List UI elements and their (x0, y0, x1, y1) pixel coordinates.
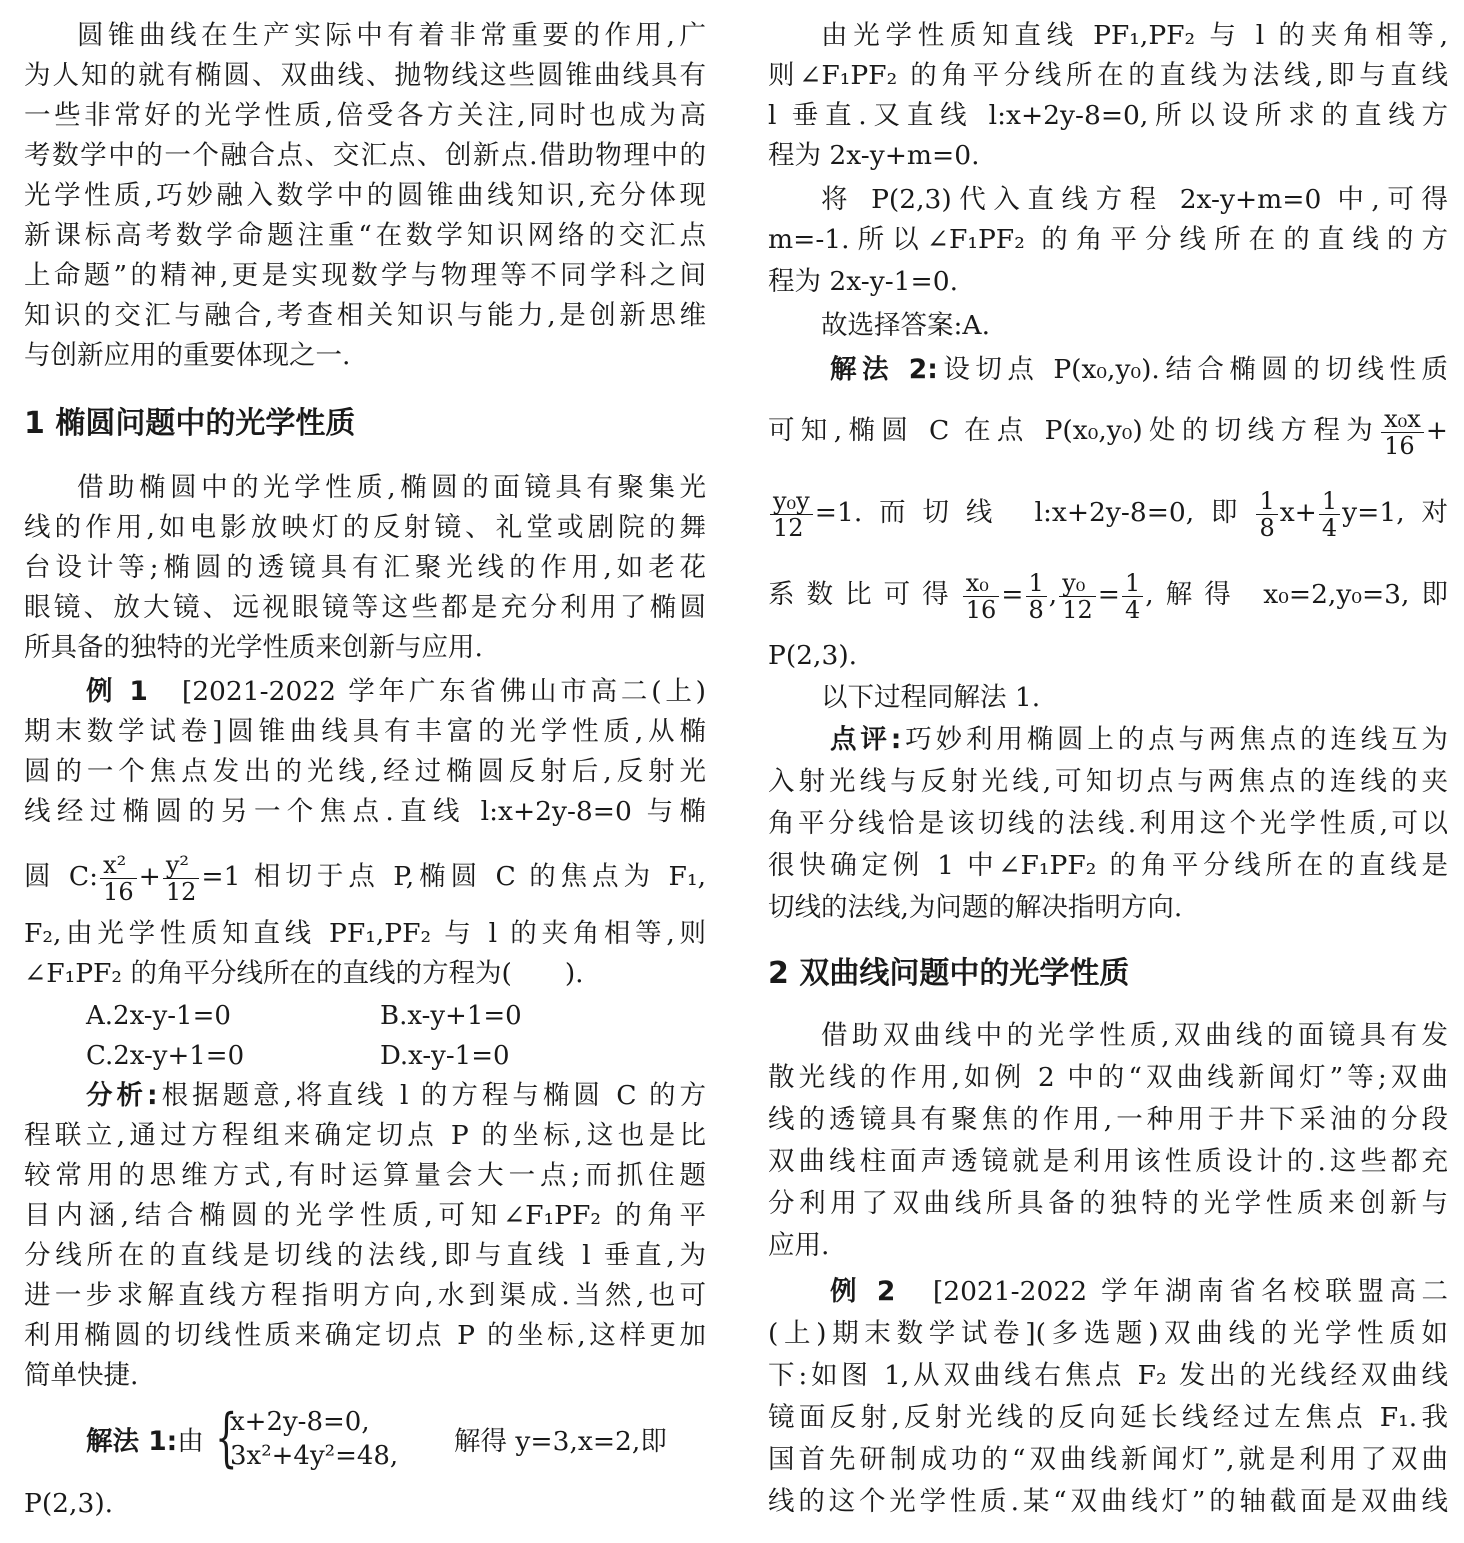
comment-line: 很快确定例 1 中∠F₁PF₂ 的角平分线所在的直线是 (768, 850, 1448, 881)
solution1-label: 解法 1: (86, 1426, 178, 1457)
comment-first-line (768, 720, 1448, 760)
fraction-1-8 (1026, 570, 1047, 623)
option-d: D.x-y-1=0 (380, 1041, 510, 1071)
frac-den: 4 (1321, 513, 1338, 542)
intro-line: 新课标高考数学命题注重“在数学知识网络的交汇点 (24, 220, 706, 251)
intro-line: 考数学中的一个融合点、交汇点、创新点.借助物理中的 (24, 140, 706, 171)
equals-sign: = (1001, 579, 1024, 610)
frac-den: 12 (773, 513, 804, 542)
plus-sign: + (1425, 415, 1448, 446)
section-2-heading: 2 双曲线问题中的光学性质 (768, 956, 1130, 991)
section2-line: 分利用了双曲线所具备的独特的光学性质来创新与 (768, 1188, 1448, 1219)
answer-line: 故选择答案:A. (821, 310, 990, 341)
frac-num: 1 (1256, 488, 1277, 515)
section2-line: 应用. (768, 1230, 830, 1261)
example2-line: 国首先研制成功的“双曲线新闻灯”,就是利用了双曲 (768, 1444, 1448, 1475)
example2-line: (上)期末数学试卷](多选题)双曲线的光学性质如 (768, 1318, 1448, 1349)
solution1-cont-line: 程为 2x-y+m=0. (768, 140, 980, 171)
example1-line: 线经过椭圆的另一个焦点.直线 l:x+2y-8=0 与椭 (24, 796, 706, 827)
equation-system-row: x+2y-8=0, (230, 1407, 370, 1437)
section2-line: 线的透镜具有聚焦的作用,一种用于井下采油的分段 (768, 1104, 1448, 1135)
frac-num: x₀ (963, 570, 1000, 597)
comma: , (1048, 579, 1058, 610)
solution1-last-line: P(2,3). (24, 1488, 114, 1519)
solution1-cont-line: 程为 2x-y-1=0. (768, 266, 958, 297)
frac-den: 8 (1259, 513, 1275, 542)
solution1-cont-line: l 垂直.又直线 l:x+2y-8=0,所以设所求的直线方 (768, 100, 1448, 131)
solution1-post: 解得 y=3,x=2,即 (454, 1426, 667, 1457)
ratio-prefix: 系数比可得 (768, 579, 961, 610)
x-term: x+ (1279, 497, 1317, 528)
comment-text: 巧妙利用椭圆上的点与两焦点的连线互为 (901, 724, 1448, 755)
solution1-cont-line: 由光学性质知直线 PF₁,PF₂ 与 l 的夹角相等, (821, 20, 1448, 51)
comment-line: 切线的法线,为问题的解决指明方向. (768, 892, 1183, 923)
analysis-line: 较常用的思维方式,有时运算量会大一点;而抓住题 (24, 1160, 706, 1191)
intro-line: 与创新应用的重要体现之一. (24, 340, 351, 371)
example1-line: 圆的一个焦点发出的光线,经过椭圆反射后,反射光 (24, 756, 706, 787)
intro-line: 上命题”的精神,更是实现数学与物理等不同学科之间 (24, 260, 706, 291)
frac-num: y² (163, 852, 200, 879)
fraction-1-8 (1256, 488, 1277, 541)
example2-line: 镜面反射,反射光线的反向延长线经过左焦点 F₁.我 (768, 1402, 1448, 1433)
option-b: B.x-y+1=0 (380, 1001, 522, 1031)
tangent-equation-line (768, 404, 1448, 458)
tangent-compare-line (768, 486, 1448, 540)
section1-line: 所具备的独特的光学性质来创新与应用. (24, 632, 483, 663)
frac-num: x² (100, 852, 137, 879)
analysis-line: 目内涵,结合椭圆的光学性质,可知∠F₁PF₂ 的角平 (24, 1200, 706, 1231)
frac-den: 4 (1124, 595, 1141, 624)
fraction-y2-12 (163, 852, 200, 905)
frac-num: x₀x (1381, 406, 1424, 433)
comment-label: 点评: (830, 724, 902, 755)
solution1-prefix (86, 1422, 204, 1462)
analysis-label: 分析: (86, 1080, 158, 1111)
ellipse-line-suffix: =1 相切于点 P,椭圆 C 的焦点为 F₁, (201, 861, 706, 892)
solution2-first-line (768, 350, 1448, 390)
fraction-x0x-16 (1381, 406, 1424, 459)
tangent-compare-text: =1.而切线 l:x+2y-8=0,即 (814, 497, 1255, 528)
section1-line: 线的作用,如电影放映灯的反射镜、礼堂或剧院的舞 (24, 512, 706, 543)
section1-line: 借助椭圆中的光学性质,椭圆的面镜具有聚集光 (77, 472, 706, 503)
analysis-first-line (24, 1076, 706, 1116)
solution2-line: 以下过程同解法 1. (821, 682, 1041, 713)
intro-line: 知识的交汇与融合,考查相关知识与能力,是创新思维 (24, 300, 706, 331)
solution1-pre: 由 (177, 1426, 204, 1457)
frac-den: 12 (165, 877, 197, 906)
fraction-y0y-12 (770, 488, 813, 541)
equals-sign: = (1097, 579, 1120, 610)
comment-line: 角平分线恰是该切线的法线.利用这个光学性质,可以 (768, 808, 1448, 839)
example1-line: F₂,由光学性质知直线 PF₁,PF₂ 与 l 的夹角相等,则 (24, 918, 706, 949)
option-a: A.2x-y-1=0 (86, 1001, 231, 1031)
section-1-heading: 1 椭圆问题中的光学性质 (24, 406, 356, 441)
frac-num: y₀ (1059, 570, 1096, 597)
tangent-line-prefix: 可知,椭圆 C 在点 P(x₀,y₀)处的切线方程为 (768, 415, 1380, 446)
fraction-1-4 (1122, 570, 1143, 623)
ratio-result: ,解得 x₀=2,y₀=3,即 (1145, 579, 1448, 610)
fraction-x0-16 (963, 570, 1000, 623)
example1-label: 例 1 (86, 676, 148, 707)
intro-line: 光学性质,巧妙融入数学中的圆锥曲线知识,充分体现 (24, 180, 706, 211)
solution2-text: 设切点 P(x₀,y₀).结合椭圆的切线性质 (937, 354, 1448, 385)
intro-line: 为人知的就有椭圆、双曲线、抛物线这些圆锥曲线具有 (24, 60, 706, 91)
frac-den: 12 (1062, 595, 1093, 624)
example1-line: 期末数学试卷]圆锥曲线具有丰富的光学性质,从椭 (24, 716, 706, 747)
solution1-cont-line: 将 P(2,3)代入直线方程 2x-y+m=0 中,可得 (821, 184, 1448, 215)
frac-num: 1 (1319, 488, 1340, 515)
frac-num: 1 (1026, 570, 1047, 597)
option-c: C.2x-y+1=0 (86, 1041, 245, 1071)
solution1-cont-line: m=-1.所以∠F₁PF₂ 的角平分线所在的直线的方 (768, 224, 1448, 255)
example2-label: 例 2 (830, 1276, 896, 1307)
analysis-line: 程联立,通过方程组来确定切点 P 的坐标,这也是比 (24, 1120, 706, 1151)
section1-line: 眼镜、放大镜、远视眼镜等这些都是充分利用了椭圆 (24, 592, 706, 623)
example2-line: 下:如图 1,从双曲线右焦点 F₂ 发出的光线经双曲线 (768, 1360, 1448, 1391)
frac-num: y₀y (770, 488, 813, 515)
solution2-line: P(2,3). (768, 640, 858, 671)
equation-system-row: 3x²+4y²=48, (230, 1441, 399, 1471)
coefficient-ratio-line (768, 568, 1448, 622)
analysis-line: 进一步求解直线方程指明方向,水到渠成.当然,也可 (24, 1280, 706, 1311)
y-term: y=1,对 (1342, 497, 1448, 528)
section2-line: 双曲线柱面声透镜就是利用该性质设计的.这些都充 (768, 1146, 1448, 1177)
example2-header (768, 1272, 1448, 1312)
frac-den: 16 (1384, 431, 1415, 460)
analysis-line: 利用椭圆的切线性质来确定切点 P 的坐标,这样更加 (24, 1320, 706, 1351)
comment-line: 入射光线与反射光线,可知切点与两焦点的连线的夹 (768, 766, 1448, 797)
frac-den: 16 (103, 877, 134, 906)
fraction-x2-16 (100, 852, 137, 905)
fraction-1-4 (1319, 488, 1340, 541)
frac-den: 16 (965, 595, 997, 624)
plus-sign: + (138, 861, 161, 892)
section2-line: 借助双曲线中的光学性质,双曲线的面镜具有发 (821, 1020, 1448, 1051)
section1-line: 台设计等;椭圆的透镜具有汇聚光线的作用,如老花 (24, 552, 706, 583)
analysis-line: 简单快捷. (24, 1360, 139, 1391)
solution2-label: 解法 2: (830, 354, 938, 385)
intro-line: 一些非常好的光学性质,倍受各方关注,同时也成为高 (24, 100, 706, 131)
intro-line: 圆锥曲线在生产实际中有着非常重要的作用,广 (77, 20, 706, 51)
example1-header (24, 672, 706, 712)
brace-symbol: { (215, 1401, 238, 1475)
example2-source: [2021-2022 学年湖南省名校联盟高二 (932, 1276, 1448, 1307)
frac-num: 1 (1122, 570, 1143, 597)
analysis-text: 根据题意,将直线 l 的方程与椭圆 C 的方 (157, 1080, 706, 1111)
fraction-y0-12 (1059, 570, 1096, 623)
solution1-cont-line: 则∠F₁PF₂ 的角平分线所在的直线为法线,即与直线 (768, 60, 1448, 91)
ellipse-equation-line (24, 850, 706, 904)
example1-line: ∠F₁PF₂ 的角平分线所在的直线的方程为( ). (24, 958, 584, 989)
example1-source: [2021-2022 学年广东省佛山市高二(上) (181, 676, 706, 707)
ellipse-line-prefix: 圆 C: (24, 861, 99, 892)
analysis-line: 分线所在的直线是切线的法线,即与直线 l 垂直,为 (24, 1240, 706, 1271)
example2-line: 线的这个光学性质.某“双曲线灯”的轴截面是双曲线 (768, 1486, 1448, 1517)
section2-line: 散光线的作用,如例 2 中的“双曲线新闻灯”等;双曲 (768, 1062, 1448, 1093)
frac-den: 8 (1028, 595, 1044, 624)
